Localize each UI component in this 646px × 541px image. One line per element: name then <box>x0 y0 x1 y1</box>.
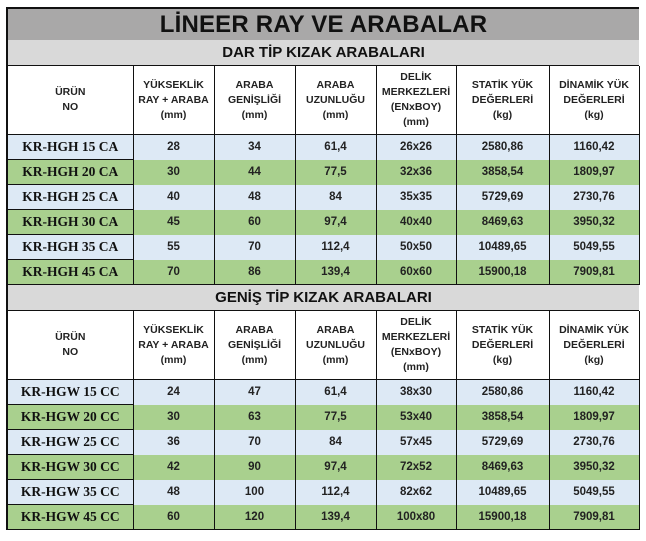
header-line: ARABA <box>316 78 355 91</box>
cell-product-no: KR-HGH 25 CA <box>8 185 133 210</box>
header-line: YÜKSEKLİK <box>143 323 204 336</box>
cell-dynamic-load: 1809,97 <box>549 405 639 430</box>
cell-height-rail-carriage: 55 <box>133 235 214 260</box>
cell-dynamic-load: 3950,32 <box>549 210 639 235</box>
cell-dynamic-load: 3950,32 <box>549 455 639 480</box>
cell-dynamic-load: 5049,55 <box>549 235 639 260</box>
header-line: DİNAMİK YÜK <box>559 323 629 336</box>
table-row <box>8 160 639 185</box>
table-row <box>8 505 639 530</box>
section-narrow-type <box>8 40 639 285</box>
cell-dynamic-load: 1809,97 <box>549 160 639 185</box>
cell-height-rail-carriage: 42 <box>133 455 214 480</box>
cell-carriage-length: 139,4 <box>295 260 376 285</box>
header-line: RAY + ARABA <box>138 93 209 106</box>
cell-carriage-length: 61,4 <box>295 135 376 160</box>
cell-height-rail-carriage: 45 <box>133 210 214 235</box>
cell-carriage-width: 63 <box>214 405 295 430</box>
cell-static-load: 10489,65 <box>456 480 549 505</box>
cell-product-no: KR-HGW 30 CC <box>8 455 133 480</box>
cell-product-no: KR-HGW 45 CC <box>8 505 133 530</box>
column-header-product-no <box>8 311 133 380</box>
header-line: (ENxBOY) <box>390 101 442 113</box>
cell-static-load: 3858,54 <box>456 405 549 430</box>
header-line: DEĞERLERİ <box>563 93 625 106</box>
cell-height-rail-carriage: 24 <box>133 380 214 405</box>
cell-carriage-width: 100 <box>214 480 295 505</box>
table-row <box>8 430 639 455</box>
cell-height-rail-carriage: 60 <box>133 505 214 530</box>
header-line: (mm) <box>241 353 268 366</box>
cell-carriage-length: 84 <box>295 185 376 210</box>
cell-carriage-length: 112,4 <box>295 480 376 505</box>
cell-dynamic-load: 7909,81 <box>549 505 639 530</box>
header-line: ARABA <box>316 323 355 336</box>
cell-product-no: KR-HGH 20 CA <box>8 160 133 185</box>
cell-hole-centers: 35x35 <box>376 185 456 210</box>
cell-height-rail-carriage: 48 <box>133 480 214 505</box>
cell-product-no: KR-HGH 35 CA <box>8 235 133 260</box>
cell-hole-centers: 60x60 <box>376 260 456 285</box>
cell-carriage-width: 70 <box>214 430 295 455</box>
column-header-carriage-width <box>214 311 295 380</box>
cell-static-load: 15900,18 <box>456 260 549 285</box>
header-line: ARABA <box>235 323 274 336</box>
header-line: (kg) <box>492 108 513 121</box>
column-header-dynamic-load <box>549 66 639 135</box>
header-line: (mm) <box>322 353 349 366</box>
table-row <box>8 260 639 285</box>
table-row <box>8 455 639 480</box>
cell-carriage-width: 70 <box>214 235 295 260</box>
header-line: (mm) <box>403 116 429 128</box>
header-line: (mm) <box>160 108 187 121</box>
spec-table-narrow <box>8 66 640 285</box>
linear-rail-spec-sheet <box>6 7 639 530</box>
column-header-product-no <box>8 66 133 135</box>
header-line: DELİK <box>400 71 432 83</box>
header-line: ARABA <box>235 78 274 91</box>
cell-dynamic-load: 1160,42 <box>549 135 639 160</box>
header-line: (ENxBOY) <box>390 346 442 358</box>
table-row <box>8 185 639 210</box>
table-row <box>8 135 639 160</box>
cell-product-no: KR-HGH 30 CA <box>8 210 133 235</box>
header-line: UZUNLUĞU <box>306 93 365 106</box>
header-line: (kg) <box>492 353 513 366</box>
cell-carriage-length: 97,4 <box>295 455 376 480</box>
cell-hole-centers: 32x36 <box>376 160 456 185</box>
cell-dynamic-load: 5049,55 <box>549 480 639 505</box>
section-title-narrow: DAR TİP KIZAK ARABALARI <box>8 40 639 66</box>
header-line: GENİŞLİĞİ <box>227 338 282 351</box>
cell-dynamic-load: 7909,81 <box>549 260 639 285</box>
cell-static-load: 8469,63 <box>456 455 549 480</box>
cell-height-rail-carriage: 28 <box>133 135 214 160</box>
cell-hole-centers: 40x40 <box>376 210 456 235</box>
column-header-height-rail-carriage <box>133 66 214 135</box>
header-line: STATİK YÜK <box>471 78 534 91</box>
cell-carriage-width: 90 <box>214 455 295 480</box>
cell-static-load: 10489,65 <box>456 235 549 260</box>
cell-carriage-length: 139,4 <box>295 505 376 530</box>
header-line: (kg) <box>584 353 604 366</box>
header-line: MERKEZLERİ <box>381 86 451 98</box>
section-wide-type <box>8 285 639 530</box>
cell-carriage-length: 84 <box>295 430 376 455</box>
table-row <box>8 480 639 505</box>
cell-hole-centers: 100x80 <box>376 505 456 530</box>
cell-carriage-length: 61,4 <box>295 380 376 405</box>
cell-hole-centers: 53x40 <box>376 405 456 430</box>
header-line: RAY + ARABA <box>138 338 209 351</box>
column-header-carriage-length <box>295 66 376 135</box>
cell-height-rail-carriage: 30 <box>133 405 214 430</box>
header-line: GENİŞLİĞİ <box>227 93 282 106</box>
cell-carriage-width: 47 <box>214 380 295 405</box>
cell-carriage-length: 77,5 <box>295 160 376 185</box>
cell-carriage-width: 48 <box>214 185 295 210</box>
table-body <box>8 380 639 530</box>
cell-product-no: KR-HGW 15 CC <box>8 380 133 405</box>
cell-carriage-width: 44 <box>214 160 295 185</box>
cell-static-load: 2580,86 <box>456 135 549 160</box>
cell-product-no: KR-HGW 20 CC <box>8 405 133 430</box>
cell-height-rail-carriage: 30 <box>133 160 214 185</box>
header-line: YÜKSEKLİK <box>143 78 204 91</box>
header-row <box>8 66 639 135</box>
header-line: NO <box>62 346 79 358</box>
header-line: DELİK <box>400 316 432 328</box>
column-header-static-load <box>456 311 549 380</box>
cell-dynamic-load: 2730,76 <box>549 430 639 455</box>
cell-carriage-width: 86 <box>214 260 295 285</box>
section-title-wide: GENİŞ TİP KIZAK ARABALARI <box>8 285 639 311</box>
cell-carriage-length: 112,4 <box>295 235 376 260</box>
column-header-carriage-length <box>295 311 376 380</box>
header-row <box>8 311 639 380</box>
cell-height-rail-carriage: 70 <box>133 260 214 285</box>
cell-static-load: 15900,18 <box>456 505 549 530</box>
cell-carriage-length: 97,4 <box>295 210 376 235</box>
cell-product-no: KR-HGW 25 CC <box>8 430 133 455</box>
table-row <box>8 210 639 235</box>
header-line: (mm) <box>241 108 268 121</box>
spec-table-wide <box>8 311 640 530</box>
cell-hole-centers: 50x50 <box>376 235 456 260</box>
header-line: DEĞERLERİ <box>471 338 534 351</box>
cell-carriage-width: 60 <box>214 210 295 235</box>
column-header-static-load <box>456 66 549 135</box>
cell-static-load: 5729,69 <box>456 430 549 455</box>
cell-hole-centers: 38x30 <box>376 380 456 405</box>
cell-carriage-width: 120 <box>214 505 295 530</box>
cell-product-no: KR-HGH 15 CA <box>8 135 133 160</box>
column-header-hole-centers <box>376 66 456 135</box>
table-body <box>8 135 639 285</box>
table-row <box>8 405 639 430</box>
header-line: UZUNLUĞU <box>306 338 365 351</box>
cell-dynamic-load: 1160,42 <box>549 380 639 405</box>
header-line: STATİK YÜK <box>471 323 534 336</box>
cell-carriage-length: 77,5 <box>295 405 376 430</box>
column-header-carriage-width <box>214 66 295 135</box>
cell-static-load: 5729,69 <box>456 185 549 210</box>
column-header-height-rail-carriage <box>133 311 214 380</box>
cell-hole-centers: 82x62 <box>376 480 456 505</box>
header-line: DİNAMİK YÜK <box>559 78 629 91</box>
header-line: (mm) <box>403 361 429 373</box>
cell-product-no: KR-HGW 35 CC <box>8 480 133 505</box>
header-line: ÜRÜN <box>55 86 86 98</box>
header-line: DEĞERLERİ <box>563 338 625 351</box>
header-line: DEĞERLERİ <box>471 93 534 106</box>
header-line: NO <box>62 101 79 113</box>
cell-static-load: 3858,54 <box>456 160 549 185</box>
cell-hole-centers: 57x45 <box>376 430 456 455</box>
document-title: LİNEER RAY VE ARABALAR <box>8 9 639 40</box>
header-line: (kg) <box>584 108 604 121</box>
cell-dynamic-load: 2730,76 <box>549 185 639 210</box>
header-line: (mm) <box>322 108 349 121</box>
cell-static-load: 2580,86 <box>456 380 549 405</box>
table-row <box>8 380 639 405</box>
cell-static-load: 8469,63 <box>456 210 549 235</box>
table-row <box>8 235 639 260</box>
cell-carriage-width: 34 <box>214 135 295 160</box>
column-header-hole-centers <box>376 311 456 380</box>
cell-height-rail-carriage: 36 <box>133 430 214 455</box>
column-header-dynamic-load <box>549 311 639 380</box>
header-line: (mm) <box>160 353 187 366</box>
cell-hole-centers: 72x52 <box>376 455 456 480</box>
header-line: MERKEZLERİ <box>381 331 451 343</box>
cell-hole-centers: 26x26 <box>376 135 456 160</box>
header-line: ÜRÜN <box>55 331 86 343</box>
cell-height-rail-carriage: 40 <box>133 185 214 210</box>
cell-product-no: KR-HGH 45 CA <box>8 260 133 285</box>
